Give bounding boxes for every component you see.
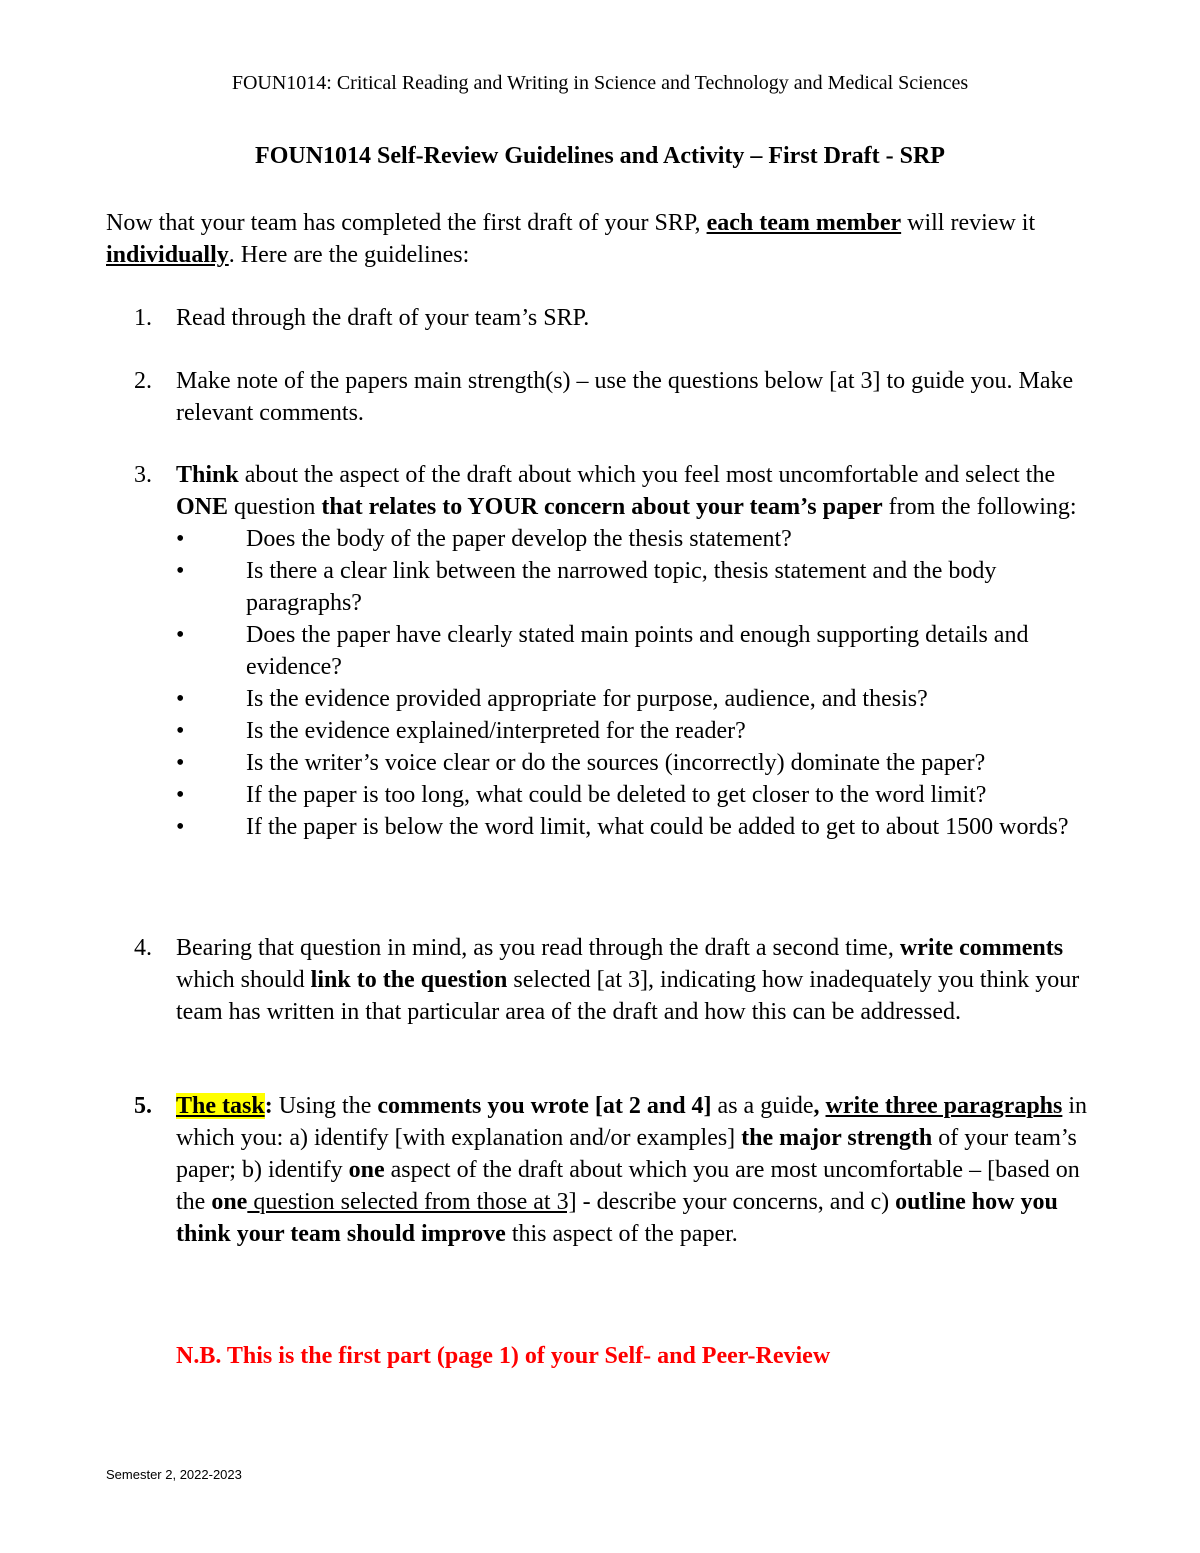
text-span: from the following: xyxy=(882,494,1077,520)
intro-individually: individually xyxy=(106,242,229,268)
emphasis-think: Think xyxy=(176,462,239,488)
page-footer: Semester 2, 2022-2023 xyxy=(106,1467,242,1482)
list-item-5 xyxy=(106,1090,1096,1250)
intro-text: . Here are the guidelines: xyxy=(228,242,470,268)
intro-text: will review it xyxy=(901,210,1036,236)
highlight-the-task: The task xyxy=(176,1093,265,1119)
list-item-3 xyxy=(106,459,1096,843)
emphasis-write-comments: write comments xyxy=(899,935,1064,961)
list-number: 2. xyxy=(134,368,152,394)
intro-each-team-member: each team member xyxy=(706,210,902,236)
text-span: of your team’s paper; b) identify xyxy=(176,1125,1077,1183)
question-list xyxy=(176,523,1096,843)
question-item xyxy=(176,715,1096,747)
question-item xyxy=(176,555,1096,619)
note-banner: N.B. This is the first part (page 1) of your Self- and Peer-Review xyxy=(176,1343,831,1369)
bullet-icon: • xyxy=(176,622,185,648)
list-item-text: Read through the draft of your team’s SRP. xyxy=(176,305,590,331)
question-text: Is the evidence explained/interpreted for the reader? xyxy=(246,718,746,744)
text-span: - describe your concerns, and c) xyxy=(576,1189,896,1215)
text-span: selected [at 3], indicating how inadequately you think your team has written in that particular area of the draft and how this can be addressed. xyxy=(176,967,1080,1025)
bullet-icon: • xyxy=(176,814,185,840)
emphasis-comments: comments you wrote [at 2 and 4] xyxy=(377,1093,712,1119)
list-number: 1. xyxy=(134,305,152,331)
intro-paragraph xyxy=(106,207,1096,271)
text-span: about the aspect of the draft about which you feel most uncomfortable and select the xyxy=(238,462,1056,488)
text-span: as a guide xyxy=(711,1093,814,1119)
bullet-icon: • xyxy=(176,526,185,552)
document-title: FOUN1014 Self-Review Guidelines and Activity – First Draft - SRP xyxy=(255,143,945,169)
text-span: question xyxy=(228,494,322,520)
emphasis-concern: that relates to YOUR concern about your team’s paper xyxy=(321,494,883,520)
bullet-icon: • xyxy=(176,558,185,584)
text-span: this aspect of the paper. xyxy=(505,1221,738,1247)
list-item-4 xyxy=(106,932,1096,1028)
question-item xyxy=(176,683,1096,715)
question-item xyxy=(176,779,1096,811)
intro-text: Now that your team has completed the first draft of your SRP, xyxy=(106,210,707,236)
question-item xyxy=(176,747,1096,779)
list-item-1 xyxy=(106,302,1096,334)
emphasis-write-three-paragraphs: write three paragraphs xyxy=(825,1093,1063,1119)
emphasis-one: ONE xyxy=(176,494,229,520)
list-item-text xyxy=(176,459,1096,523)
question-text: Does the body of the paper develop the thesis statement? xyxy=(246,526,792,552)
bullet-icon: • xyxy=(176,718,185,744)
text-span: , xyxy=(813,1093,820,1119)
list-number: 3. xyxy=(134,462,152,488)
question-text: Is the evidence provided appropriate for purpose, audience, and thesis? xyxy=(246,686,928,712)
question-item xyxy=(176,523,1096,555)
text-span: : xyxy=(264,1093,273,1119)
question-text: Is there a clear link between the narrowed topic, thesis statement and the body paragraphs? xyxy=(246,558,997,616)
text-span: Using the xyxy=(272,1093,378,1119)
bullet-icon: • xyxy=(176,782,185,808)
bullet-icon: • xyxy=(176,686,185,712)
text-span: Bearing that question in mind, as you read through the draft a second time, xyxy=(176,935,900,961)
question-text: Is the writer’s voice clear or do the sources (incorrectly) dominate the paper? xyxy=(246,750,986,776)
emphasis-one: one xyxy=(211,1189,248,1215)
emphasis-link-to-question: link to the question xyxy=(310,967,508,993)
question-text: If the paper is below the word limit, what could be added to get to about 1500 words? xyxy=(246,814,1069,840)
emphasis-major-strength: the major strength xyxy=(741,1125,933,1151)
list-item-body xyxy=(176,459,1096,843)
list-item-2 xyxy=(106,365,1096,429)
question-text: If the paper is too long, what could be deleted to get closer to the word limit? xyxy=(246,782,987,808)
text-span: aspect of the draft about which you are most uncomfortable – [based on the xyxy=(176,1157,1080,1215)
emphasis-one: one xyxy=(348,1157,385,1183)
question-text: Does the paper have clearly stated main points and enough supporting details and evidence? xyxy=(246,622,1029,680)
running-header: FOUN1014: Critical Reading and Writing in Science and Technology and Medical Sciences xyxy=(231,72,969,94)
list-number: 5. xyxy=(134,1093,152,1119)
emphasis-outline: outline how you think your team should improve xyxy=(176,1189,1058,1247)
text-span: which should xyxy=(176,967,311,993)
bullet-icon: • xyxy=(176,750,185,776)
question-item xyxy=(176,619,1096,683)
list-item-text: Make note of the papers main strength(s) – use the questions below [at 3] to guide you. Make relevant comments. xyxy=(176,368,1074,426)
underline-question-selected: question selected from those at 3] xyxy=(247,1189,577,1215)
question-item xyxy=(176,811,1096,843)
list-number: 4. xyxy=(134,935,152,961)
list-item-text xyxy=(176,1090,1096,1250)
list-item-text xyxy=(176,932,1096,1028)
text-span: in which you: a) identify [with explanation and/or examples] xyxy=(176,1093,1088,1151)
